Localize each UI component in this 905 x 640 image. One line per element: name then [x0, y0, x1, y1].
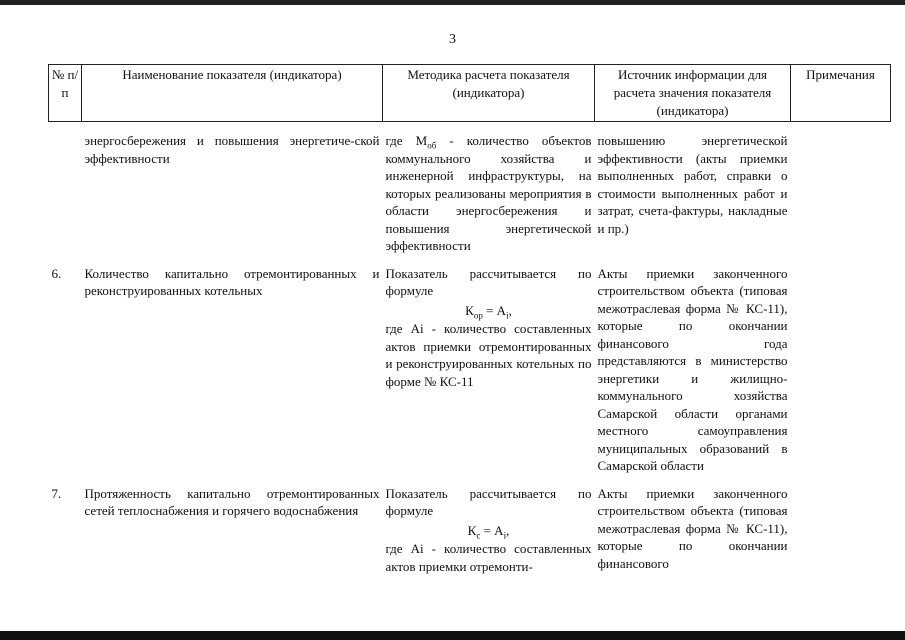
cell-notes — [791, 132, 891, 255]
cell-num: 7. — [51, 485, 62, 501]
cell-num — [49, 132, 82, 255]
cell-method — [383, 265, 595, 475]
bottom-border — [0, 631, 905, 640]
top-border — [0, 0, 905, 5]
header-name: Наименование показателя (индикатора) — [82, 65, 383, 122]
cell-notes — [791, 485, 891, 576]
cell-notes — [791, 265, 891, 475]
cell-method: где $М_{об}$ - количество объектов коммунального хозяйства и инженерной инфраструктуры, на которых реализованы мероприятия в области энергосбережения и повышения энергетической эффективности — [385, 133, 592, 253]
cell-source: Акты приемки законченного строительством объекта (типовая межотраслевая форма № КС-11), которые по окончании финансового — [597, 485, 788, 571]
table-row-continuation — [49, 132, 891, 255]
table-row — [49, 485, 891, 576]
method-intro: Показатель рассчитывается по формуле — [385, 485, 592, 518]
page-number: 3 — [449, 32, 456, 47]
header-notes: Примечания — [791, 65, 891, 122]
cell-source: повышению энергетической эффективности (акты приемки выполненных работ, справки о стоимости выполненных работ и затрат, счета-фактуры, накладные и пр.) — [597, 133, 788, 236]
formula: $К_с = А_i$, — [467, 522, 510, 541]
cell-method — [383, 485, 595, 576]
header-source: Источник информации для расчета значения показателя (индикатора) — [595, 65, 791, 122]
header-method: Методика расчета показателя (индикатора) — [383, 65, 595, 122]
header-num: № п/п — [49, 65, 82, 122]
method-rest: где Аi - количество составленных актов приемки отремонтированных и реконструированных котельных по форме № КС-11 — [385, 321, 592, 389]
formula: $К_{ор} = А_i$, — [465, 302, 512, 321]
cell-source: Акты приемки законченного строительством объекта (типовая межотраслевая форма № КС-11), которые по окончании финансового года представляются в министерство энергетики и жилищно-коммунального хозяйства Самарской области органами местного самоуправления муниципальных образований в Самарской области — [597, 265, 788, 473]
cell-num: 6. — [51, 265, 62, 281]
cell-name: энергосбережения и повышения энергетиче-ской эффективности — [84, 133, 380, 166]
method-intro: Показатель рассчитывается по формуле — [385, 265, 592, 298]
method-rest: где Аi - количество составленных актов приемки отремонти- — [385, 541, 592, 574]
indicators-table — [48, 64, 891, 575]
cell-name: Количество капитально отремонтированных и реконструированных котельных — [84, 265, 380, 298]
cell-name: Протяженность капитально отремонтированных сетей теплоснабжения и горячего водоснабжения — [84, 485, 380, 518]
table-header-row — [49, 65, 891, 122]
table-row — [49, 265, 891, 475]
